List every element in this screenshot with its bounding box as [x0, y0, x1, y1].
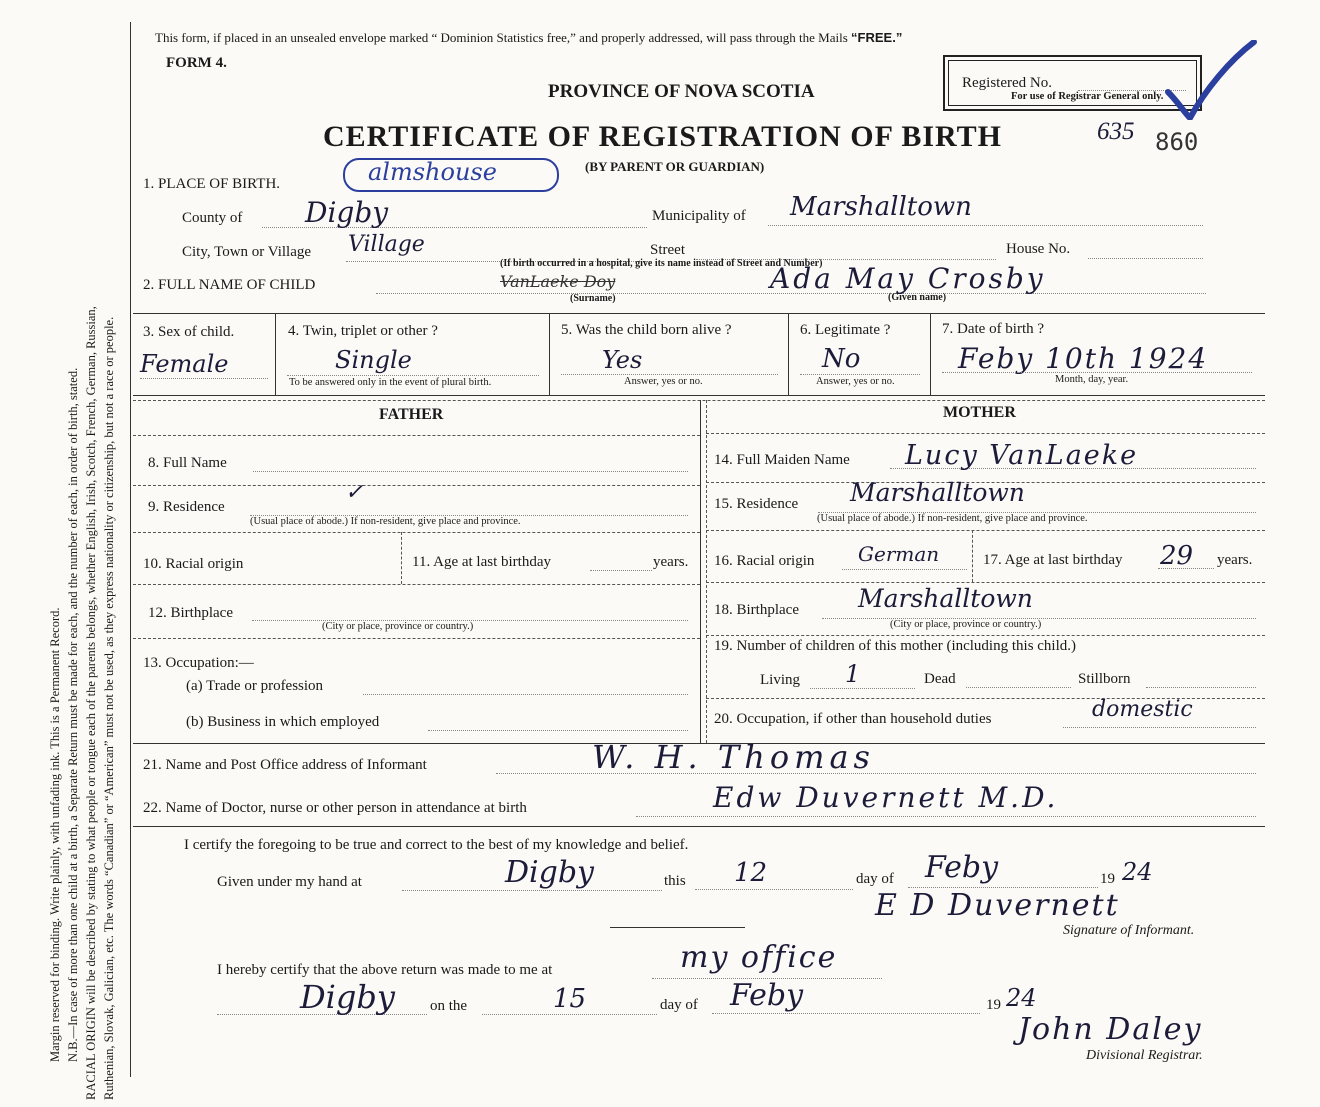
- dob-value: Feby 10th 1924: [958, 342, 1209, 375]
- house-no-label: House No.: [1006, 241, 1071, 257]
- given-year-prefix: 19: [1100, 871, 1115, 887]
- mother-racial-line: [842, 569, 967, 570]
- given-day-of-label: day of: [856, 871, 894, 887]
- born-alive-value: Yes: [602, 346, 643, 374]
- twin-line: [287, 375, 539, 376]
- father-name-label: 8. Full Name: [148, 455, 227, 471]
- registrar-day-value: 15: [553, 984, 587, 1014]
- row3-divider-1: [275, 313, 276, 395]
- born-alive-line: [561, 374, 778, 375]
- given-this-label: this: [664, 873, 686, 889]
- hospital-note: (If birth occurred in a hospital, give its name instead of Street and Number): [500, 258, 823, 269]
- margin-notes: [0, 0, 130, 1107]
- row3-divider-2: [549, 313, 550, 395]
- mother-years: years.: [1217, 552, 1253, 568]
- dead-line: [966, 687, 1071, 688]
- subtitle: (BY PARENT OR GUARDIAN): [585, 159, 765, 174]
- mother-occupation-value: domestic: [1092, 697, 1193, 722]
- doctor-bottom-rule: [133, 826, 1265, 827]
- given-day-value: 12: [734, 858, 768, 888]
- mother-birthplace-rule: [706, 635, 1265, 636]
- municipality-label: Municipality of: [652, 208, 746, 224]
- father-business-label: (b) Business in which employed: [186, 714, 380, 730]
- certificate-number-handwritten: 635: [1097, 118, 1135, 145]
- father-birthplace-rule: [133, 638, 700, 639]
- mother-residence-value: Marshalltown: [850, 478, 1025, 507]
- province-heading: PROVINCE OF NOVA SCOTIA: [548, 81, 815, 102]
- mother-occupation-line: [1063, 727, 1256, 728]
- registrar-day-of-label: day of: [660, 997, 698, 1013]
- father-business-line: [428, 730, 688, 731]
- surname-caption: (Surname): [570, 293, 616, 304]
- mother-residence-rule: [706, 530, 1265, 531]
- registrar-month-line: [712, 1013, 980, 1014]
- given-under-label: Given under my hand at: [217, 874, 362, 890]
- margin-note-racial-origin: RACIAL ORIGIN will be described by stating to what people or tongue each of the parents belongs, whether English, Irish, Scotch, French, German, Russian,: [84, 306, 98, 1100]
- sex-label: 3. Sex of child.: [143, 324, 235, 340]
- city-label: City, Town or Village: [182, 244, 312, 260]
- informant-signature-label: Signature of Informant.: [1063, 923, 1195, 938]
- registrar-signature-label: Divisional Registrar.: [1086, 1048, 1203, 1063]
- child-given-name: Ada May Crosby: [770, 262, 1046, 295]
- registrar-month-value: Feby: [730, 978, 804, 1013]
- city-value: Village: [348, 232, 425, 257]
- informant-value: W. H. Thomas: [592, 738, 875, 776]
- mother-occupation-label: 20. Occupation, if other than household duties: [714, 711, 992, 727]
- mother-racial-rule: [706, 582, 1265, 583]
- father-trade-line: [363, 694, 688, 695]
- certification-separator: [610, 927, 745, 928]
- dob-note: Month, day, year.: [1055, 374, 1129, 385]
- father-name-line: [253, 471, 688, 472]
- given-day-line: [695, 889, 853, 890]
- father-age-line: [590, 570, 652, 571]
- father-heading: FATHER: [379, 406, 444, 423]
- legitimate-line: [800, 374, 920, 375]
- twin-value: Single: [335, 346, 412, 374]
- county-value: Digby: [305, 196, 389, 229]
- father-birthplace-note: (City or place, province or country.): [322, 621, 474, 632]
- child-surname-struck: VanLaeke Doy: [500, 272, 616, 291]
- municipality-value: Marshalltown: [790, 192, 972, 222]
- house-no-line: [1088, 258, 1203, 259]
- mother-age-value: 29: [1160, 541, 1194, 571]
- street-label: Street: [650, 242, 685, 258]
- twin-note: To be answered only in the event of plural birth.: [289, 377, 492, 388]
- municipality-line: [768, 225, 1203, 226]
- informant-label: 21. Name and Post Office address of Informant: [143, 757, 427, 773]
- margin-note-binding: Margin reserved for binding. Write plainly, with unfading ink. This is a Permanent Record.: [48, 607, 62, 1062]
- legitimate-note: Answer, yes or no.: [816, 376, 895, 387]
- father-residence-label: 9. Residence: [148, 499, 225, 515]
- stillborn-line: [1146, 687, 1256, 688]
- page-title: CERTIFICATE OF REGISTRATION OF BIRTH: [323, 120, 1002, 153]
- father-racial-rule: [133, 584, 700, 585]
- legitimate-value: No: [822, 344, 861, 374]
- parents-top-rule: [133, 400, 1265, 401]
- mother-racial-value: German: [858, 542, 940, 566]
- mother-racial-label: 16. Racial origin: [714, 553, 815, 569]
- given-month-value: Feby: [925, 850, 999, 885]
- envelope-note: This form, if placed in an unsealed envelope marked “ Dominion Statistics free,” and properly addressed, will pass through the Mails “FREE.”: [155, 30, 903, 45]
- dead-label: Dead: [924, 671, 956, 687]
- sex-line: [140, 378, 268, 379]
- father-heading-rule: [133, 435, 700, 436]
- row3-divider-4: [930, 313, 931, 395]
- living-label: Living: [760, 672, 800, 688]
- mother-birthplace-label: 18. Birthplace: [714, 602, 799, 618]
- legitimate-label: 6. Legitimate ?: [800, 322, 891, 338]
- certification-statement: I certify the foregoing to be true and correct to the best of my knowledge and belief.: [184, 837, 689, 853]
- place-of-birth-value: almshouse: [368, 158, 497, 186]
- row3-divider-3: [788, 313, 789, 395]
- registrar-signature: John Daley: [1018, 1012, 1203, 1047]
- father-trade-label: (a) Trade or profession: [186, 678, 324, 694]
- father-years: years.: [653, 554, 689, 570]
- father-birthplace-label: 12. Birthplace: [148, 605, 233, 621]
- father-occupation-label: 13. Occupation:—: [143, 655, 254, 671]
- children-count-label: 19. Number of children of this mother (including this child.): [714, 638, 1077, 654]
- given-caption: (Given name): [888, 292, 947, 303]
- free-label: “FREE.”: [851, 30, 903, 45]
- father-name-rule: [133, 485, 700, 486]
- father-residence-rule: [133, 532, 700, 533]
- mother-abode-note: (Usual place of abode.) If non-resident, give place and province.: [817, 513, 1088, 524]
- parents-center-rule-2: [706, 400, 707, 743]
- dob-line: [942, 372, 1252, 373]
- certificate-number-stamped: 860: [1155, 128, 1199, 156]
- born-alive-label: 5. Was the child born alive ?: [561, 322, 732, 338]
- parents-center-rule: [700, 400, 701, 743]
- margin-note-racial-origin-cont: Ruthenian, Slovak, Galician, etc. The words “Canadian” or “American” must not be used, as they express nationality or citizenship, but not a race or people.: [102, 316, 116, 1100]
- child-name-label: 2. FULL NAME OF CHILD: [143, 277, 316, 293]
- mother-name-label: 14. Full Maiden Name: [714, 452, 850, 468]
- given-place-line: [402, 890, 662, 891]
- father-abode-note: (Usual place of abode.) If non-resident, give place and province.: [250, 516, 521, 527]
- mother-age-label: 17. Age at last birthday: [983, 552, 1123, 568]
- stillborn-label: Stillborn: [1078, 671, 1131, 687]
- living-line: [810, 688, 915, 689]
- mother-heading-rule: [706, 433, 1265, 434]
- mother-residence-label: 15. Residence: [714, 496, 799, 512]
- informant-signature: E D Duvernett: [875, 888, 1120, 923]
- mother-name-value: Lucy VanLaeke: [905, 440, 1139, 471]
- mother-birthplace-note: (City or place, province or country.): [890, 619, 1042, 630]
- county-label: County of: [182, 210, 243, 226]
- registrar-statement: I hereby certify that the above return was made to me at: [217, 962, 553, 978]
- doctor-value: Edw Duvernett M.D.: [713, 781, 1059, 814]
- given-year-value: 24: [1122, 858, 1153, 886]
- margin-rule: [130, 22, 131, 1077]
- registrar-year-value: 24: [1006, 984, 1037, 1012]
- place-of-birth-label: 1. PLACE OF BIRTH.: [143, 176, 281, 192]
- doctor-label: 22. Name of Doctor, nurse or other person in attendance at birth: [143, 800, 527, 816]
- living-value: 1: [845, 660, 861, 688]
- registrar-on-the-label: on the: [430, 998, 468, 1014]
- row3-top-rule: [133, 313, 1265, 314]
- margin-note-multiple-births: N.B.—In case of more than one child at a birth, a Separate Return must be made for each, and the number of each, in order of birth, stated.: [66, 367, 80, 1062]
- twin-label: 4. Twin, triplet or other ?: [288, 323, 438, 339]
- mother-heading: MOTHER: [943, 404, 1016, 421]
- registrar-day-line: [482, 1014, 657, 1015]
- registrar-year-prefix: 19: [986, 997, 1001, 1013]
- mother-birthplace-value: Marshalltown: [858, 584, 1033, 613]
- registrar-place-value: Digby: [300, 978, 395, 1016]
- doctor-line: [636, 816, 1256, 817]
- mother-racial-divider: [972, 530, 973, 582]
- father-racial-divider: [401, 532, 402, 584]
- father-racial-label: 10. Racial origin: [143, 556, 244, 572]
- form-number: FORM 4.: [166, 55, 227, 71]
- born-alive-note: Answer, yes or no.: [624, 376, 703, 387]
- dob-label: 7. Date of birth ?: [942, 321, 1045, 337]
- row3-bottom-rule: [133, 395, 1265, 396]
- father-residence-mark: ✓: [345, 480, 364, 505]
- check-mark-icon: [1150, 40, 1260, 120]
- sex-value: Female: [140, 350, 229, 378]
- registered-no-label: Registered No.: [962, 75, 1052, 91]
- registrar-use-note: For use of Registrar General only.: [1011, 91, 1164, 102]
- father-age-label: 11. Age at last birthday: [412, 554, 551, 570]
- registrar-at-value: my office: [680, 940, 838, 975]
- given-place-value: Digby: [505, 855, 595, 890]
